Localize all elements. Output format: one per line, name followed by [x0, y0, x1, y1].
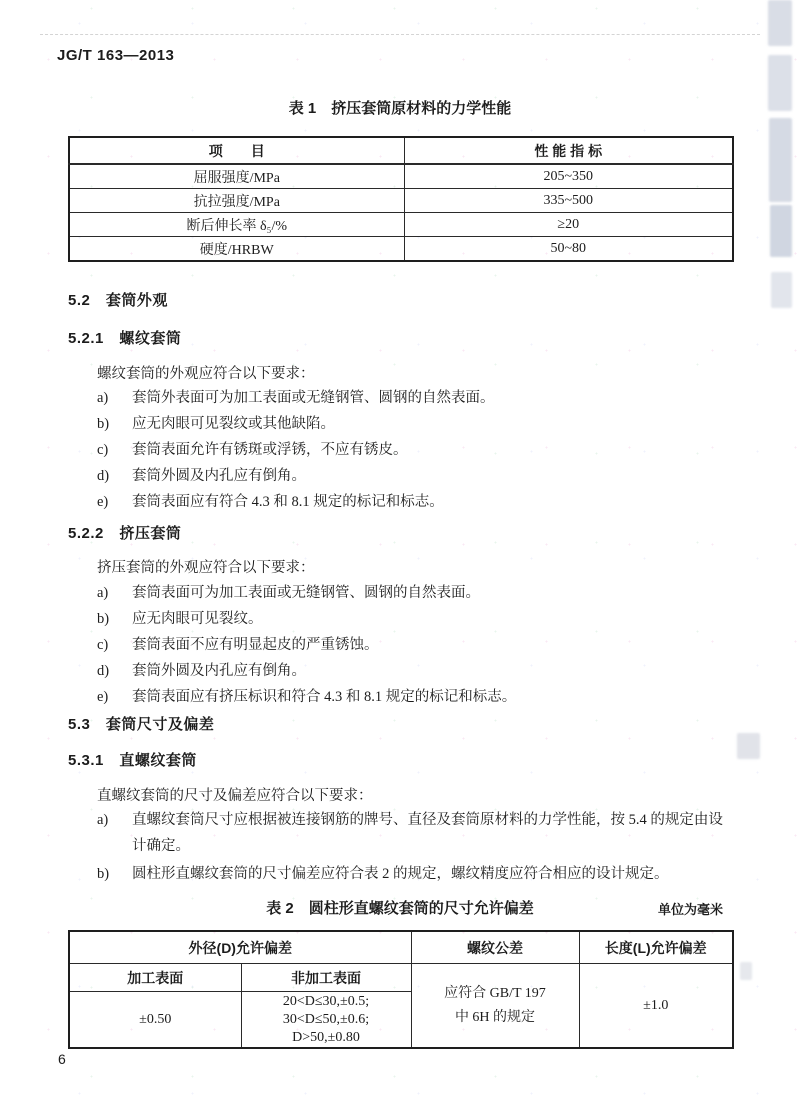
table2-non-machined-line-1: 20<D≤30,±0.5; — [282, 993, 370, 1009]
table2-col-length: 长度(L)允许偏差 — [579, 931, 733, 964]
list-item-label: b) — [97, 611, 110, 627]
list-item-label: c) — [97, 637, 109, 653]
table2-sub-non-machined: 非加工表面 — [241, 964, 411, 992]
section-heading-5-2: 5.2 套筒外观 — [68, 292, 168, 309]
table1-header-row — [69, 137, 733, 164]
scan-smudge — [737, 733, 760, 759]
list-item-text: 套筒外表面可为加工表面或无缝钢管、圆钢的自然表面。 — [132, 390, 495, 406]
section-heading-5-3: 5.3 套筒尺寸及偏差 — [68, 716, 215, 733]
table2-sub-machined: 加工表面 — [69, 964, 241, 992]
section-5-2-2-intro: 挤压套筒的外观应符合以下要求： — [97, 560, 315, 576]
list-item — [97, 385, 737, 411]
section-5-2-1-list — [97, 385, 737, 515]
section-heading-5-2-1: 5.2.1 螺纹套筒 — [68, 330, 182, 347]
table2-unit-note: 单位为毫米 — [657, 902, 723, 917]
list-item-label: d) — [97, 468, 110, 484]
list-item-text: 套筒表面允许有锈斑或浮锈，不应有锈皮。 — [132, 442, 408, 458]
table2-col-thread: 螺纹公差 — [411, 931, 579, 964]
table1-value: 205~350 — [404, 164, 733, 189]
table2-dimension-tolerances — [68, 930, 734, 1049]
table2-subheader-row — [69, 964, 733, 992]
table-row — [69, 213, 733, 237]
list-item-label: a) — [97, 390, 109, 406]
list-item — [97, 684, 737, 710]
section-heading-5-3-1: 5.3.1 直螺纹套筒 — [68, 752, 197, 769]
table2-machined-value: ±0.50 — [69, 992, 241, 1049]
scan-smudge — [771, 272, 792, 308]
list-item — [97, 463, 737, 489]
section-5-2-1-intro: 螺纹套筒的外观应符合以下要求： — [97, 366, 315, 382]
section-5-3-1-intro: 直螺纹套筒的尺寸及偏差应符合以下要求： — [97, 788, 373, 804]
document-number-header: JG/T 163—2013 — [57, 47, 175, 64]
table1-value: ≥20 — [404, 213, 733, 237]
list-item-text: 应无肉眼可见裂纹。 — [132, 611, 263, 627]
table1-col-item: 项 目 — [69, 137, 404, 164]
table1-value: 335~500 — [404, 189, 733, 213]
table1-mechanical-properties — [68, 136, 734, 262]
list-item — [97, 411, 737, 437]
table1-item: 屈服强度/MPa — [69, 164, 404, 189]
table1-item: 断后伸长率 δ₅/% — [69, 213, 404, 237]
section-5-2-2-list — [97, 580, 737, 710]
table1-value: 50~80 — [404, 237, 733, 262]
list-item-label: a) — [97, 812, 109, 828]
table-row — [69, 189, 733, 213]
section-heading-5-2-2: 5.2.2 挤压套筒 — [68, 525, 182, 542]
list-item — [97, 632, 737, 658]
list-item — [97, 807, 737, 859]
table1-caption: 表 1 挤压套筒原材料的力学性能 — [288, 100, 512, 117]
scan-smudge — [768, 0, 792, 46]
list-item-label: a) — [97, 585, 109, 601]
list-item-text: 套筒表面不应有明显起皮的严重锈蚀。 — [132, 637, 379, 653]
list-item-label: b) — [97, 416, 110, 432]
table2-non-machined-value — [241, 992, 411, 1049]
table2-col-outer-diameter: 外径(D)允许偏差 — [69, 931, 411, 964]
list-item — [97, 606, 737, 632]
list-item — [97, 861, 737, 887]
list-item-text: 套筒表面应有符合 4.3 和 8.1 规定的标记和标志。 — [132, 494, 444, 510]
section-5-3-1-list — [97, 807, 737, 887]
table2-non-machined-line-2: 30<D≤50,±0.6; — [282, 1011, 370, 1027]
table2-non-machined-line-3: D>50,±0.80 — [292, 1029, 360, 1045]
scan-smudge — [770, 205, 792, 257]
list-item-text: 套筒外圆及内孔应有倒角。 — [132, 663, 306, 679]
list-item-text: 应无肉眼可见裂纹或其他缺陷。 — [132, 416, 335, 432]
list-item-label: e) — [97, 689, 109, 705]
scan-smudge — [740, 962, 752, 980]
table1-item: 抗拉强度/MPa — [69, 189, 404, 213]
table1-item: 硬度/HRBW — [69, 237, 404, 262]
list-item-text: 套筒外圆及内孔应有倒角。 — [132, 468, 306, 484]
list-item — [97, 437, 737, 463]
scan-smudge — [769, 118, 792, 202]
list-item — [97, 489, 737, 515]
table2-caption: 表 2 圆柱形直螺纹套筒的尺寸允许偏差 — [266, 900, 534, 917]
list-item — [97, 580, 737, 606]
scan-artifact-line — [40, 34, 760, 35]
table2-thread-value — [411, 964, 579, 1049]
table2-thread-line-2: 中 6H 的规定 — [454, 1009, 536, 1025]
table2-thread-line-1: 应符合 GB/T 197 — [444, 985, 546, 1001]
list-item — [97, 658, 737, 684]
list-item-text: 套筒表面可为加工表面或无缝钢管、圆钢的自然表面。 — [132, 585, 480, 601]
list-item-label: b) — [97, 866, 110, 882]
table-row — [69, 237, 733, 262]
list-item-label: c) — [97, 442, 109, 458]
page-number: 6 — [58, 1051, 66, 1067]
list-item-label: d) — [97, 663, 110, 679]
list-item-text: 圆柱形直螺纹套筒的尺寸偏差应符合表 2 的规定，螺纹精度应符合相应的设计规定。 — [132, 866, 669, 882]
table1-col-value: 性 能 指 标 — [404, 137, 733, 164]
table2-header-row — [69, 931, 733, 964]
list-item-text: 套筒表面应有挤压标识和符合 4.3 和 8.1 规定的标记和标志。 — [132, 689, 517, 705]
scan-smudge — [768, 55, 792, 111]
table-row — [69, 164, 733, 189]
list-item-label: e) — [97, 494, 109, 510]
table2-length-value: ±1.0 — [579, 964, 733, 1049]
list-item-text: 直螺纹套筒尺寸应根据被连接钢筋的牌号、直径及套筒原材料的力学性能，按 5.4 的规定由设计确定。 — [132, 812, 723, 854]
